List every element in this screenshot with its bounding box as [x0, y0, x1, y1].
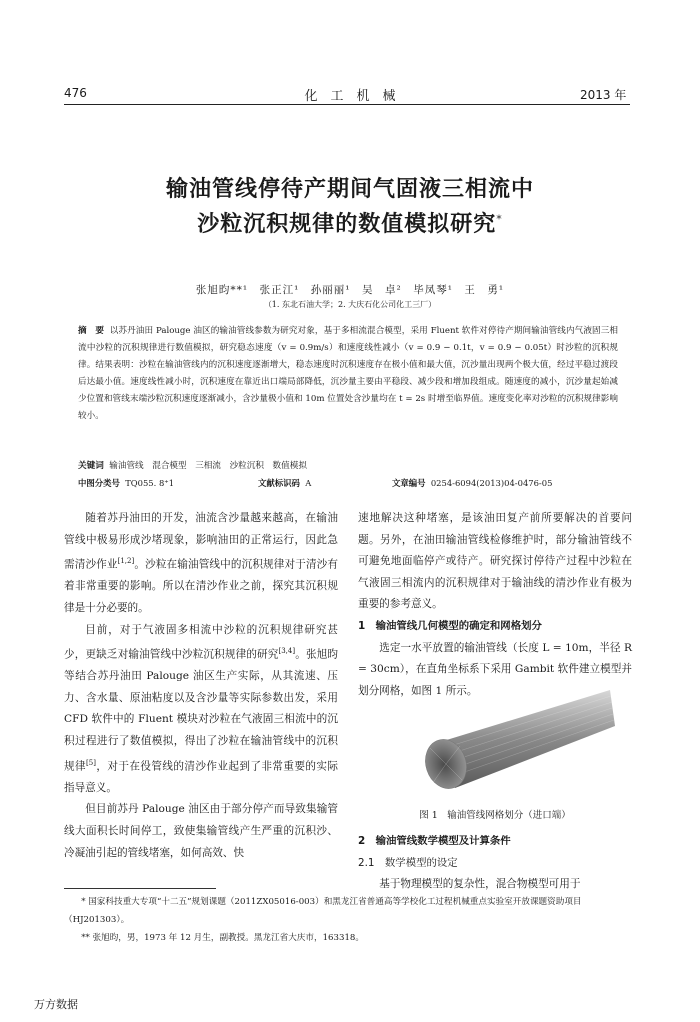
document-code [258, 477, 311, 489]
watermark: 万方数据 [34, 998, 78, 1011]
paragraph-intro-3: 但目前苏丹 Palouge 油区由于部分停产而导致集输管线大面积长时间停工，致使集输管线产生严重的沉积沙、冷凝油引起的管线堵塞，如何高效、快 [64, 803, 338, 859]
figure-1-caption: 图 1 输油管线网格划分（进口端） [419, 810, 571, 821]
keywords [78, 459, 307, 471]
affiliation: （1. 东北石油大学；2. 大庆石化公司化工三厂） [263, 300, 437, 309]
keywords-label: 关键词 [78, 461, 104, 471]
abstract-text: 以苏丹油田 Palouge 油区的输油管线参数为研究对象，基于多相流混合模型，采用 Fluent 软件对停待产期间输油管线内气液固三相流中沙粒的沉积规律进行数值模拟，研究稳态速度（v = 0.9m/s）和速度线性减小（v = 0.9 − 0.1t，v = 0.9 − 0.05t）时沙粒的沉积规律。结果表明：沙粒在输油管线内的沉积速度逐渐增大，稳态速度时沉积速度存在极小值和最大值，沉沙量出现两个极大值，经过平稳过渡段后达最小值。速度线性减小时，沉积速度在靠近出口端局部降低，沉沙量主要由平稳段、减少段和增加段组成。随速度的减小，沉沙量起始减少位置和管线末端沙粒沉积速度逐渐减小，含沙量极小值和 10m 位置处含沙量均在 t = 2s 时增至临界值。速度变化率对沙粒的沉积规律影响较小。 [78, 326, 618, 421]
header-rule [64, 104, 630, 105]
article-value: 0254-6094(2013)04-0476-05 [430, 478, 553, 488]
abstract-label: 摘 要 [78, 326, 105, 336]
title-line-2-text: 沙粒沉积规律的数值模拟研究 [197, 212, 497, 237]
section-2-1-heading: 2.1 数学模型的设定 [358, 856, 458, 869]
doc-value: A [305, 478, 312, 488]
paragraph-intro-1: 随着苏丹油田的开发，油流含沙量越来越高，在输油管线中极易形成沙堵现象，影响油田的正常运行，因此急需清沙作业[1,2]。沙粒在输油管线中的沉积规律对于清沙有着非常重要的影响。所以在清沙作业之前，探究其沉积规律是十分必要的。 [64, 512, 339, 614]
keywords-text: 输油管线 混合模型 三相流 沙粒沉积 数值模拟 [109, 461, 307, 471]
title-line-1: 输油管线停待产期间气固液三相流中 [165, 177, 534, 202]
journal-year: 2013 年 [580, 88, 627, 102]
paragraph-geometry: 选定一水平放置的输油管线（长度 L = 10m，半径 R = 30cm），在直角坐标系下采用 Gambit 软件建立模型并划分网格，如图 1 所示。 [358, 641, 632, 697]
paragraph-continued: 速地解决这种堵塞，是该油田复产前所要解决的首要问题。另外，在油田输油管线检修维护时，部分输油管线不可避免地面临停产或待产。研究探讨停待产过程中沙粒在气液固三相流内的沉积规律对于输油线的清沙作业有极为重要的参考意义。 [358, 512, 632, 611]
authors: 张旭昀**¹ 张正江¹ 孙丽丽¹ 吴 卓² 毕凤琴¹ 王 勇¹ [195, 284, 505, 296]
article-label: 文章编号 [392, 478, 426, 488]
citation: [3,4] [278, 647, 296, 656]
footnote-author: ** 张旭昀，男，1973 年 12 月生，副教授。黑龙江省大庆市，163318。 [81, 933, 364, 943]
paragraph-intro-2: 目前，对于气液固多相流中沙粒的沉积规律研究甚少，更缺乏对输油管线中沙粒沉积规律的研究[3,4]。张旭昀等结合苏丹油田 Palouge 油区生产实际，从其流速、压力、含水量、原油粘度以及含沙量等实际参数出发，采用 CFD 软件中的 Fluent 模块对沙粒在气液固三相流中的沉积过程进行了数值模拟，得出了沙粒在输油管线中的沉积规律[5]，对于在役管线的清沙作业起到了非常重要的实际指导意义。 [64, 623, 339, 794]
footnote-funding: * 国家科技重大专项“十二五”规划课题（2011ZX05016-003）和黑龙江省普通高等学校化工过程机械重点实验室开放课题资助项目（HJ201303）。 [64, 897, 582, 925]
section-2-heading: 2 输油管线数学模型及计算条件 [358, 835, 511, 847]
class-value: TQ055. 8⁺1 [125, 478, 175, 488]
footnotes [64, 893, 630, 947]
journal-name: 化 工 机 械 [304, 89, 396, 104]
doc-label: 文献标识码 [258, 478, 300, 488]
title-footnote-mark: * [496, 212, 503, 226]
citation: [5] [86, 758, 96, 767]
page-number: 476 [64, 86, 87, 100]
footnote-rule [64, 888, 216, 889]
right-column-bottom [358, 831, 632, 896]
left-column [64, 508, 338, 864]
pipe-mesh-figure [400, 688, 620, 796]
pipe-body [440, 690, 615, 788]
right-column-top [358, 508, 632, 702]
article-number [392, 477, 552, 489]
title-line-2 [0, 207, 700, 238]
citation: [1,2] [117, 557, 135, 566]
paragraph-model: 基于物理模型的复杂性，混合物模型可用于 [379, 878, 581, 891]
classification [78, 477, 174, 489]
abstract [78, 323, 618, 425]
class-label: 中图分类号 [78, 478, 120, 488]
section-1-heading: 1 输油管线几何模型的确定和网格划分 [358, 619, 542, 632]
